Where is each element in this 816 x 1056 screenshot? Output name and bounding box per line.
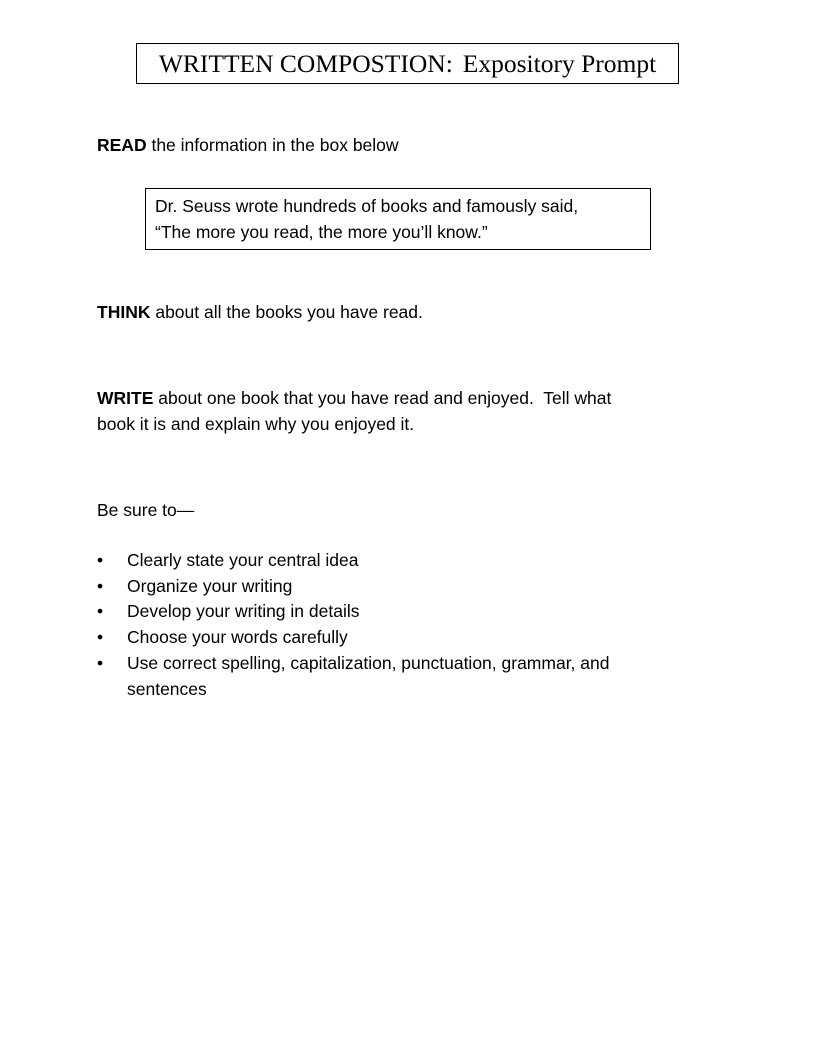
write-keyword: WRITE [97,388,154,408]
bullet-icon: • [97,575,104,596]
list-item [97,625,687,651]
list-item-text: Organize your writing [127,575,293,596]
bullet-icon: • [97,627,104,648]
bullet-icon: • [97,652,104,673]
quote-line-1: Dr. Seuss wrote hundreds of books and famously said, [155,196,579,216]
write-instruction [97,385,611,437]
list-item [97,574,687,600]
title-main: WRITTEN COMPOSTION: [158,48,453,78]
quote-box [145,188,651,250]
think-text: about all the books you have read. [150,302,423,322]
list-item [97,548,687,574]
requirements-list [97,548,687,702]
list-item [97,651,687,702]
read-instruction [97,132,399,158]
quote-line-2: “The more you read, the more you’ll know.” [155,222,488,242]
list-item-text: Clearly state your central idea [127,550,359,570]
list-item-text: Use correct spelling, capitalization, punctuation, grammar, and sentences [127,652,610,699]
list-item [97,599,687,625]
read-text: the information in the box below [146,135,399,155]
bullet-icon: • [97,550,104,570]
list-item-text: Develop your writing in details [127,601,360,622]
list-item-text: Choose your words carefully [127,627,348,648]
read-keyword: READ [97,135,147,155]
think-instruction [97,299,423,325]
write-text-line-2: book it is and explain why you enjoyed it. [97,414,415,434]
bullet-icon: • [97,601,104,622]
prompt-title [136,43,679,84]
write-text-line-1: about one book that you have read and enjoyed. Tell what [153,388,612,408]
be-sure-heading: Be sure to— [97,500,195,520]
think-keyword: THINK [97,302,151,322]
title-sub: Expository Prompt [462,48,657,78]
